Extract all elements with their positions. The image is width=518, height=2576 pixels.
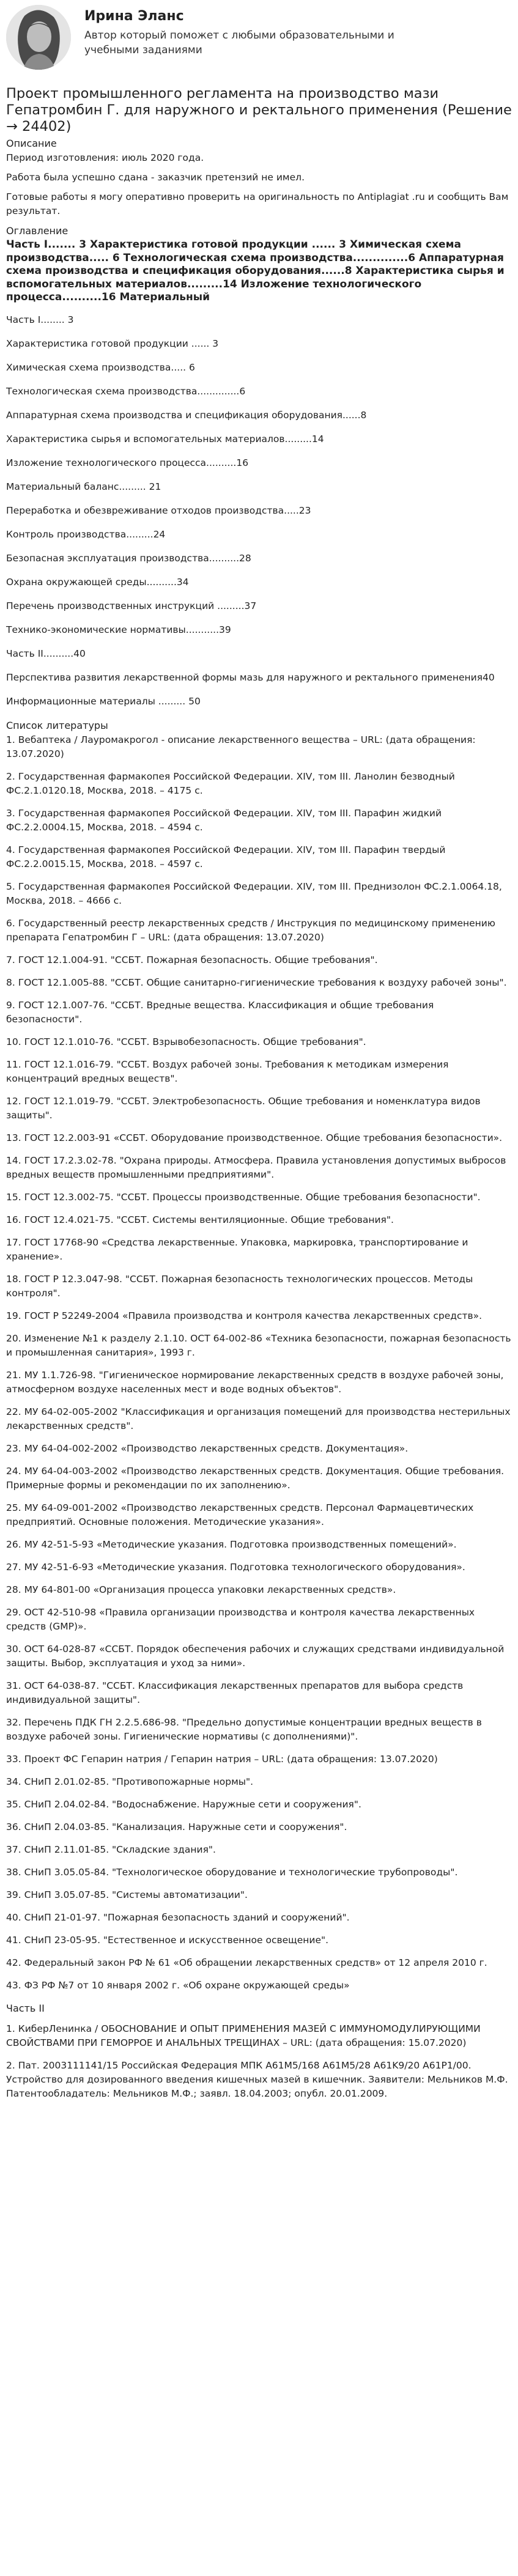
reference-item: 36. СНиП 2.04.03-85. "Канализация. Наружные сети и сооружения". (6, 1821, 347, 1832)
reference-item: 37. СНиП 2.11.01-85. "Складские здания". (6, 1843, 216, 1855)
references-list (6, 733, 512, 1993)
reference-item: 24. МУ 64-04-003-2002 «Производство лекарственных средств. Документация. Общие требования. Примерные формы и рекомендации по их заполнению». (6, 1465, 505, 1491)
reference-item: 27. МУ 42-51-6-93 «Методические указания. Подготовка технологического оборудования». (6, 1561, 465, 1573)
references-label: Список литературы (6, 719, 108, 731)
author-name[interactable]: Ирина Эланс (84, 9, 184, 24)
toc-item: Перспектива развития лекарственной формы мазь для наружного и ректального применения40 (6, 671, 495, 683)
toc-item: Информационные материалы ......... 50 (6, 695, 201, 707)
reference-item: 25. МУ 64-09-001-2002 «Производство лекарственных средств. Персонал Фармацевтических предприятий. Основные положения. Методические указания». (6, 1502, 474, 1527)
reference-item: 16. ГОСТ 12.4.021-75. "ССБТ. Системы вентиляционные. Общие требования". (6, 1214, 394, 1225)
toc-item: Контроль производства.........24 (6, 528, 166, 540)
reference-item: 33. Проект ФС Гепарин натрия / Гепарин натрия – URL: (дата обращения: 13.07.2020) (6, 1753, 438, 1765)
author-card (0, 0, 518, 73)
toc-summary: Часть I....... 3 Характеристика готовой продукции ...... 3 Химическая схема производства..... 6 Технологическая схема производства..............6 Аппаратурная схема производства и спецификация оборудования......8 Характеристика сырья и вспомогательных материалов.........14 Изложение технологического процесса..........16 Материальный (6, 238, 505, 303)
reference-item: 13. ГОСТ 12.2.003-91 «ССБТ. Оборудование производственное. Общие требования безопасности». (6, 1132, 503, 1143)
reference-item: 12. ГОСТ 12.1.019-79. "ССБТ. Электробезопасность. Общие требования и номенклатура видов защиты". (6, 1095, 481, 1121)
reference-item: 30. ОСТ 64-028-87 «ССБТ. Порядок обеспечения рабочих и служащих средствами индивидуальной защиты. Выбор, эксплуатация и уход за ними». (6, 1643, 505, 1669)
period-text: Период изготовления: июль 2020 года. (6, 152, 204, 163)
reference-item: 21. МУ 1.1.726-98. "Гигиеническое нормирование лекарственных средств в воздухе рабочей зоны, атмосферном воздухе населенных мест и воде водных объектов". (6, 1369, 504, 1395)
toc-item: Технико-экономические нормативы...........39 (6, 624, 231, 635)
reference-item: 9. ГОСТ 12.1.007-76. "ССБТ. Вредные вещества. Классификация и общие требования безопасности". (6, 999, 434, 1025)
reference-item: 31. ОСТ 64-038-87. "ССБТ. Классификация лекарственных препаратов для выбора средств индивидуальной защиты". (6, 1680, 464, 1705)
toc-item: Аппаратурная схема производства и спецификация оборудования......8 (6, 409, 367, 421)
toc-item: Часть I........ 3 (6, 314, 74, 325)
part2-references-list (6, 2022, 512, 2101)
toc-item: Химическая схема производства..... 6 (6, 361, 195, 373)
reference-item: 23. МУ 64-04-002-2002 «Производство лекарственных средств. Документация». (6, 1442, 409, 1454)
reference-item: 42. Федеральный закон РФ № 61 «Об обращении лекарственных средств» от 12 апреля 2010 г. (6, 1957, 487, 1968)
reference-item: 10. ГОСТ 12.1.010-76. "ССБТ. Взрывобезопасность. Общие требования". (6, 1036, 366, 1047)
reference-item: 35. СНиП 2.04.02-84. "Водоснабжение. Наружные сети и сооружения". (6, 1798, 361, 1810)
toc-item: Характеристика готовой продукции ...... 3 (6, 338, 219, 349)
reference-item: 15. ГОСТ 12.3.002-75. "ССБТ. Процессы производственные. Общие требования безопасности". (6, 1191, 481, 1203)
reference-item: 18. ГОСТ Р 12.3.047-98. "ССБТ. Пожарная безопасность технологических процессов. Методы контроля". (6, 1273, 473, 1299)
reference-item: 17. ГОСТ 17768-90 «Средства лекарственные. Упаковка, маркировка, транспортирование и хранение». (6, 1236, 468, 1262)
reference-item: 26. МУ 42-51-5-93 «Методические указания. Подготовка производственных помещений». (6, 1538, 457, 1550)
toc-list (6, 313, 512, 709)
part2-reference-item: 2. Пат. 2003111141/15 Российская Федерация МПК A61M5/168 A61M5/28 A61K9/20 A61P1/00. Устройство для дозированного введения кишечных мазей в кишечник. Заявители: Мельников М.Ф. Патентообладатель: Мельников М.Ф.; заявл. 18.04.2003; опубл. 20.01.2009. (6, 2059, 508, 2099)
toc-label: Оглавление (6, 225, 68, 237)
reference-item: 38. СНиП 3.05.05-84. "Технологическое оборудование и технологические трубопроводы". (6, 1866, 458, 1878)
reference-item: 32. Перечень ПДК ГН 2.2.5.686-98. "Предельно допустимые концентрации вредных веществ в воздухе рабочей зоны. Гигиенические нормативы (с дополнениями)". (6, 1716, 482, 1742)
reference-item: 19. ГОСТ Р 52249-2004 «Правила производства и контроля качества лекарственных средств». (6, 1310, 483, 1321)
reference-item: 4. Государственная фармакопея Российской Федерации. XIV, том III. Парафин твердый ФС.2.2.0015.15, Москва, 2018. – 4597 с. (6, 844, 446, 869)
reference-item: 1. Вебаптека / Лауромакрогол - описание лекарственного вещества – URL: (дата обращения: 13.07.2020) (6, 734, 476, 759)
reference-item: 2. Государственная фармакопея Российской Федерации. XIV, том III. Ланолин безводный ФС.2.1.0120.18, Москва, 2018. – 4175 с. (6, 770, 455, 796)
toc-item: Часть II..........40 (6, 648, 86, 659)
author-description: Автор который поможет с любыми образовательными и учебными заданиями (84, 29, 394, 56)
reference-item: 34. СНиП 2.01.02-85. "Противопожарные нормы". (6, 1776, 254, 1787)
part2-reference-item: 1. КиберЛенинка / ОБОСНОВАНИЕ И ОПЫТ ПРИМЕНЕНИЯ МАЗЕЙ С ИММУНОМОДУЛИРУЮЩИМИ СВОЙСТВАМИ ПРИ ГЕМОРРОЕ И АНАЛЬНЫХ ТРЕЩИНАХ – URL: (дата обращения: 15.07.2020) (6, 2023, 481, 2048)
reference-item: 28. МУ 64-801-00 «Организация процесса упаковки лекарственных средств». (6, 1584, 396, 1595)
author-avatar[interactable] (6, 5, 71, 70)
toc-item: Технологическая схема производства..............6 (6, 385, 246, 397)
antiplagiat-text: Готовые работы я могу оперативно проверить на оригинальность по Antiplagiat .ru и сообщить Вам результат. (6, 191, 509, 216)
document-content (0, 86, 518, 2101)
reference-item: 7. ГОСТ 12.1.004-91. "ССБТ. Пожарная безопасность. Общие требования". (6, 954, 378, 965)
reference-item: 5. Государственная фармакопея Российской Федерации. XIV, том III. Преднизолон ФС.2.1.0064.18, Москва, 2018. – 4666 с. (6, 880, 502, 906)
reference-item: 20. Изменение №1 к разделу 2.1.10. ОСТ 64-002-86 «Техника безопасности, пожарная безопасность и промышленная санитария», 1993 г. (6, 1332, 511, 1358)
document-title: Проект промышленного регламента на производство мази Гепатромбин Г. для наружного и ректального применения (Решение → 24402) (6, 86, 512, 135)
reference-item: 41. СНиП 23-05-95. "Естественное и искусственное освещение". (6, 1934, 329, 1946)
reference-item: 22. МУ 64-02-005-2002 "Классификация и организация помещений для производства нестерильных лекарственных средств". (6, 1406, 511, 1431)
reference-item: 8. ГОСТ 12.1.005-88. "ССБТ. Общие санитарно-гигиенические требования к воздуху рабочей зоны". (6, 976, 507, 988)
toc-item: Охрана окружающей среды..........34 (6, 576, 189, 588)
toc-item: Характеристика сырья и вспомогательных материалов.........14 (6, 433, 324, 445)
accepted-text: Работа была успешно сдана - заказчик претензий не имел. (6, 172, 305, 183)
toc-item: Переработка и обезвреживание отходов производства.....23 (6, 504, 311, 516)
part2-label: Часть II (6, 2002, 45, 2014)
toc-item: Материальный баланс......... 21 (6, 481, 161, 492)
toc-item: Перечень производственных инструкций .........37 (6, 600, 257, 611)
reference-item: 43. ФЗ РФ №7 от 10 января 2002 г. «Об охране окружающей среды» (6, 1979, 350, 1991)
description-label: Описание (6, 138, 57, 149)
toc-item: Безопасная эксплуатация производства..........28 (6, 552, 251, 564)
reference-item: 6. Государственный реестр лекарственных средств / Инструкция по медицинскому применению препарата Гепатромбин Г – URL: (дата обращения: 13.07.2020) (6, 917, 495, 943)
user-photo-icon (6, 5, 71, 70)
reference-item: 14. ГОСТ 17.2.3.02-78. "Охрана природы. Атмосфера. Правила установления допустимых выбросов вредных веществ промышленными предприятиями". (6, 1154, 506, 1180)
reference-item: 40. СНиП 21-01-97. "Пожарная безопасность зданий и сооружений". (6, 1911, 350, 1923)
toc-item: Изложение технологического процесса..........16 (6, 457, 249, 468)
reference-item: 29. ОСТ 42-510-98 «Правила организации производства и контроля качества лекарственных средств (GMP)». (6, 1606, 475, 1632)
reference-item: 11. ГОСТ 12.1.016-79. "ССБТ. Воздух рабочей зоны. Требования к методикам измерения концентраций вредных веществ". (6, 1058, 449, 1084)
reference-item: 3. Государственная фармакопея Российской Федерации. XIV, том III. Парафин жидкий ФС.2.2.0004.15, Москва, 2018. – 4594 с. (6, 807, 442, 833)
reference-item: 39. СНиП 3.05.07-85. "Системы автоматизации". (6, 1889, 248, 1900)
